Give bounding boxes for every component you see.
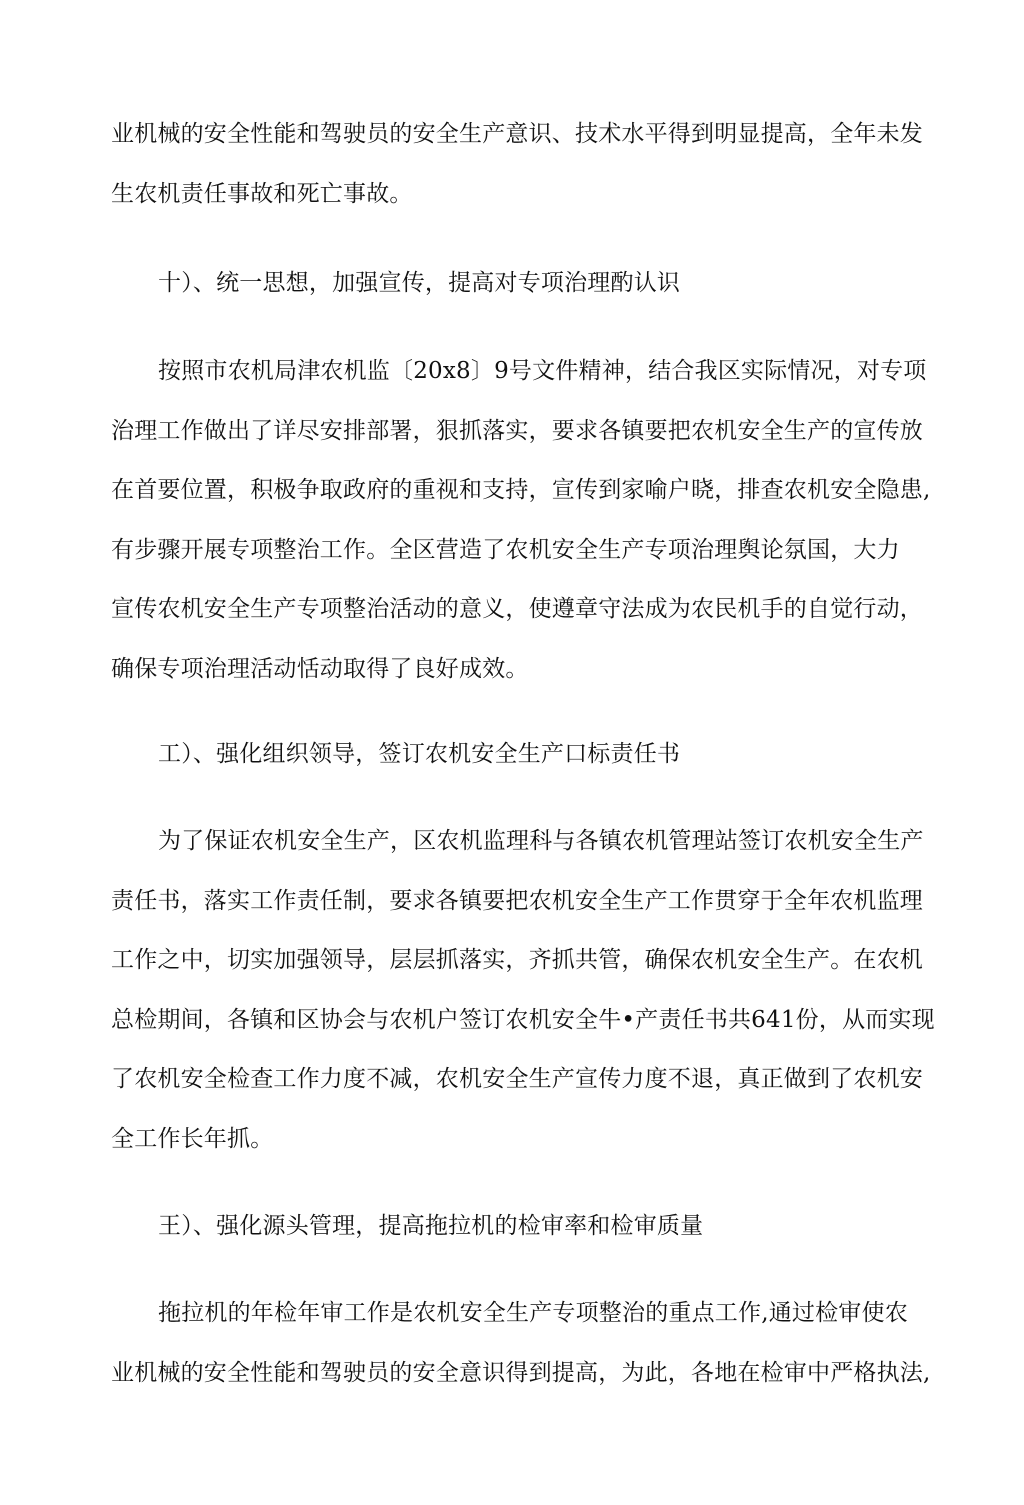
paragraph-line: 确保专项治理活动恬动取得了良好成效。 <box>111 656 529 682</box>
section-heading: 王）、强化源头管理，提高拖拉机的检审率和检审质量 <box>158 1213 704 1239</box>
paragraph-line: 生农机责任事故和死亡事故。 <box>111 181 413 207</box>
section-heading: 工）、强化组织领导，签订农机安全生产口标责任书 <box>158 741 681 767</box>
paragraph-line: 在首要位置，积极争取政府的重视和支持，宣传到家喻户晓，排查农机安全隐患, <box>111 477 931 503</box>
paragraph-line: 总检期间，各镇和区协会与农机户签订农机安全牛•产责任书共641份，从而实现 <box>111 1007 935 1033</box>
paragraph-line: 全工作长年抓。 <box>111 1126 274 1152</box>
paragraph-line: 责任书，落实工作责任制，要求各镇要把农机安全生产工作贯穿于全年农机监理 <box>111 888 923 914</box>
paragraph-line: 业机械的安全性能和驾驶员的安全意识得到提高，为此，各地在检审中严格执法, <box>111 1360 931 1386</box>
paragraph-line: 了农机安全检查工作力度不减，农机安全生产宣传力度不退，真正做到了农机安 <box>111 1066 923 1092</box>
paragraph-line: 按照市农机局津农机监〔20x8〕9号文件精神，结合我区实际情况，对专项 <box>158 358 927 384</box>
paragraph-line: 治理工作做出了详尽安排部署，狠抓落实，要求各镇要把农机安全生产的宣传放 <box>111 418 923 444</box>
paragraph-line: 拖拉机的年检年审工作是农机安全生产专项整治的重点工作,通过检审使农 <box>158 1300 908 1326</box>
section-heading: 十）、统一思想，加强宣传，提高对专项治理酌认识 <box>158 270 681 296</box>
paragraph-line: 为了保证农机安全生产，区农机监理科与各镇农机管理站签订农机安全生产 <box>158 828 924 854</box>
paragraph-line: 有步骤开展专项整治工作。全区营造了农机安全生产专项治理舆论氛国，大力 <box>111 537 900 563</box>
paragraph-line: 工作之中，切实加强领导，层层抓落实，齐抓共管，确保农机安全生产。在农机 <box>111 947 923 973</box>
paragraph-line: 业机械的安全性能和驾驶员的安全生产意识、技术水平得到明显提高，全年未发 <box>111 121 923 147</box>
paragraph-line: 宣传农机安全生产专项整治活动的意义，使遵章守法成为农民机手的自觉行动， <box>111 596 923 622</box>
